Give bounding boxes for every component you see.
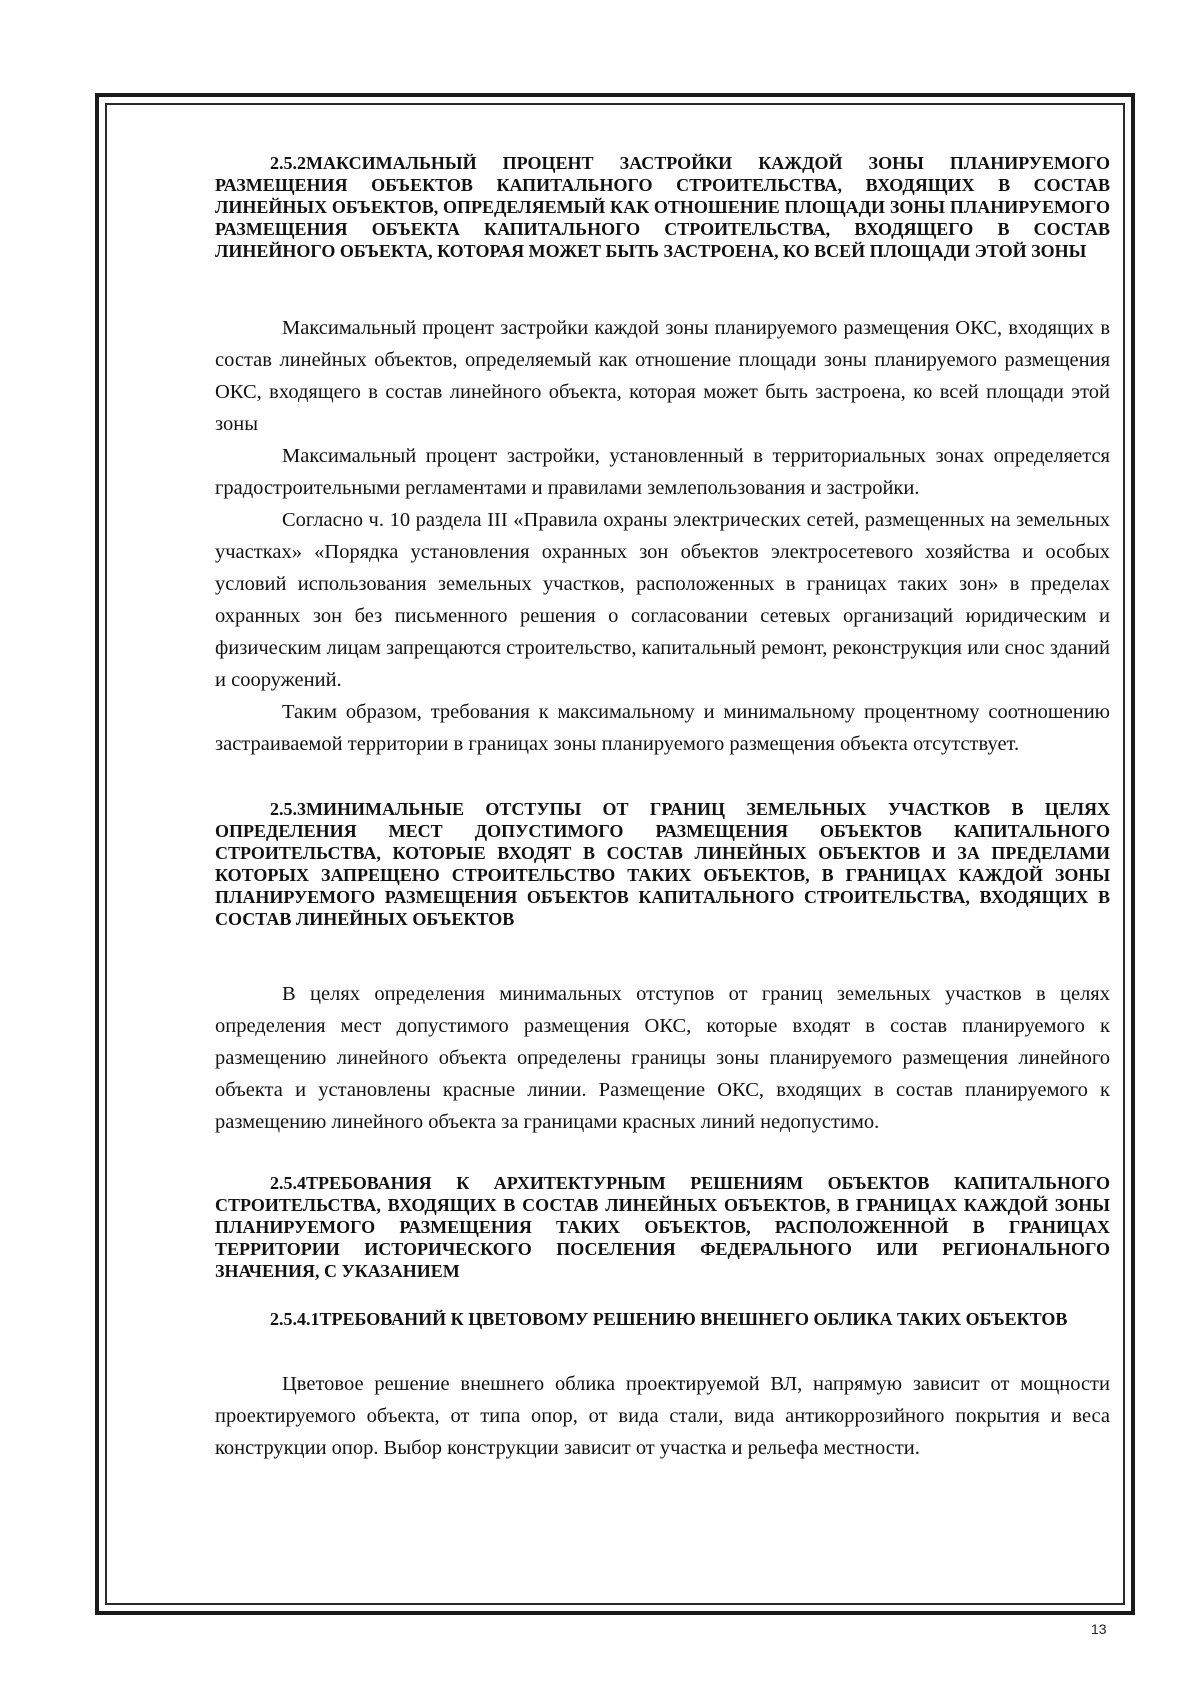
section-heading-2-5-2: 2.5.2МАКСИМАЛЬНЫЙ ПРОЦЕНТ ЗАСТРОЙКИ КАЖДОЙ ЗОНЫ ПЛАНИРУЕМОГО РАЗМЕЩЕНИЯ ОБЪЕКТОВ КАПИТАЛЬНОГО СТРОИТЕЛЬСТВА, ВХОДЯЩИХ В СОСТАВ ЛИНЕЙНЫХ ОБЪЕКТОВ, ОПРЕДЕЛЯЕМЫЙ КАК ОТНОШЕНИЕ ПЛОЩАДИ ЗОНЫ ПЛАНИРУЕМОГО РАЗМЕЩЕНИЯ ОБЪЕКТА КАПИТАЛЬНОГО СТРОИТЕЛЬСТВА, ВХОДЯЩЕГО В СОСТАВ ЛИНЕЙНОГО ОБЪЕКТА, КОТОРАЯ МОЖЕТ БЫТЬ ЗАСТРОЕНА, КО ВСЕЙ ПЛОЩАДИ ЭТОЙ ЗОНЫ: [215, 153, 1110, 261]
paragraph: В целях определения минимальных отступов от границ земельных участков в целях определения мест допустимого размещения ОКС, которые входят в состав планируемого к размещению линейного объекта определены границы зоны планируемого размещения линейного объекта и установлены красные линии. Размещение ОКС, входящих в состав планируемого к размещению линейного объекта за границами красных линий недопустимо.: [215, 983, 1110, 1133]
paragraph: Цветовое решение внешнего облика проектируемой ВЛ, напрямую зависит от мощности проектируемого объекта, от типа опор, от вида стали, вида антикоррозийного покрытия и веса конструкции опор. Выбор конструкции зависит от участка и рельефа местности.: [215, 1373, 1110, 1459]
paragraph: Согласно ч. 10 раздела III «Правила охраны электрических сетей, размещенных на земельных участках» «Порядка установления охранных зон объектов электросетевого хозяйства и особых условий использования земельных участков, расположенных в границах таких зон» в пределах охранных зон без письменного решения о согласовании сетевых организаций юридическим и физическим лицам запрещаются строительство, капитальный ремонт, реконструкция или снос зданий и сооружений.: [215, 509, 1110, 691]
section-body-2-5-2: [215, 312, 1110, 760]
paragraph: Таким образом, требования к максимальному и минимальному процентному соотношению застраиваемой территории в границах зоны планируемого размещения объекта отсутствует.: [215, 701, 1110, 755]
section-heading-2-5-3: 2.5.3МИНИМАЛЬНЫЕ ОТСТУПЫ ОТ ГРАНИЦ ЗЕМЕЛЬНЫХ УЧАСТКОВ В ЦЕЛЯХ ОПРЕДЕЛЕНИЯ МЕСТ ДОПУСТИМОГО РАЗМЕЩЕНИЯ ОБЪЕКТОВ КАПИТАЛЬНОГО СТРОИТЕЛЬСТВА, КОТОРЫЕ ВХОДЯТ В СОСТАВ ЛИНЕЙНЫХ ОБЪЕКТОВ И ЗА ПРЕДЕЛАМИ КОТОРЫХ ЗАПРЕЩЕНО СТРОИТЕЛЬСТВО ТАКИХ ОБЪЕКТОВ, В ГРАНИЦАХ КАЖДОЙ ЗОНЫ ПЛАНИРУЕМОГО РАЗМЕЩЕНИЯ ОБЪЕКТОВ КАПИТАЛЬНОГО СТРОИТЕЛЬСТВА, ВХОДЯЩИХ В СОСТАВ ЛИНЕЙНЫХ ОБЪЕКТОВ: [215, 799, 1110, 929]
document-body: [215, 152, 1110, 1464]
paragraph: Максимальный процент застройки, установленный в территориальных зонах определяется градостроительными регламентами и правилами землепользования и застройки.: [215, 445, 1110, 499]
section-heading-2-5-4-1: 2.5.4.1ТРЕБОВАНИЙ К ЦВЕТОВОМУ РЕШЕНИЮ ВНЕШНЕГО ОБЛИКА ТАКИХ ОБЪЕКТОВ: [270, 1309, 1068, 1329]
section-heading-2-5-4: 2.5.4ТРЕБОВАНИЯ К АРХИТЕКТУРНЫМ РЕШЕНИЯМ ОБЪЕКТОВ КАПИТАЛЬНОГО СТРОИТЕЛЬСТВА, ВХОДЯЩИХ В СОСТАВ ЛИНЕЙНЫХ ОБЪЕКТОВ, В ГРАНИЦАХ КАЖДОЙ ЗОНЫ ПЛАНИРУЕМОГО РАЗМЕЩЕНИЯ ТАКИХ ОБЪЕКТОВ, РАСПОЛОЖЕННОЙ В ГРАНИЦАХ ТЕРРИТОРИИ ИСТОРИЧЕСКОГО ПОСЕЛЕНИЯ ФЕДЕРАЛЬНОГО ИЛИ РЕГИОНАЛЬНОГО ЗНАЧЕНИЯ, С УКАЗАНИЕМ: [215, 1173, 1110, 1281]
page-number: 13: [1091, 1621, 1107, 1637]
section-body-2-5-3: [215, 978, 1110, 1138]
paragraph: Максимальный процент застройки каждой зоны планируемого размещения ОКС, входящих в состав линейных объектов, определяемый как отношение площади зоны планируемого размещения ОКС, входящего в состав линейного объекта, которая может быть застроена, ко всей площади этой зоны: [215, 317, 1110, 435]
section-body-2-5-4-1: [215, 1368, 1110, 1464]
